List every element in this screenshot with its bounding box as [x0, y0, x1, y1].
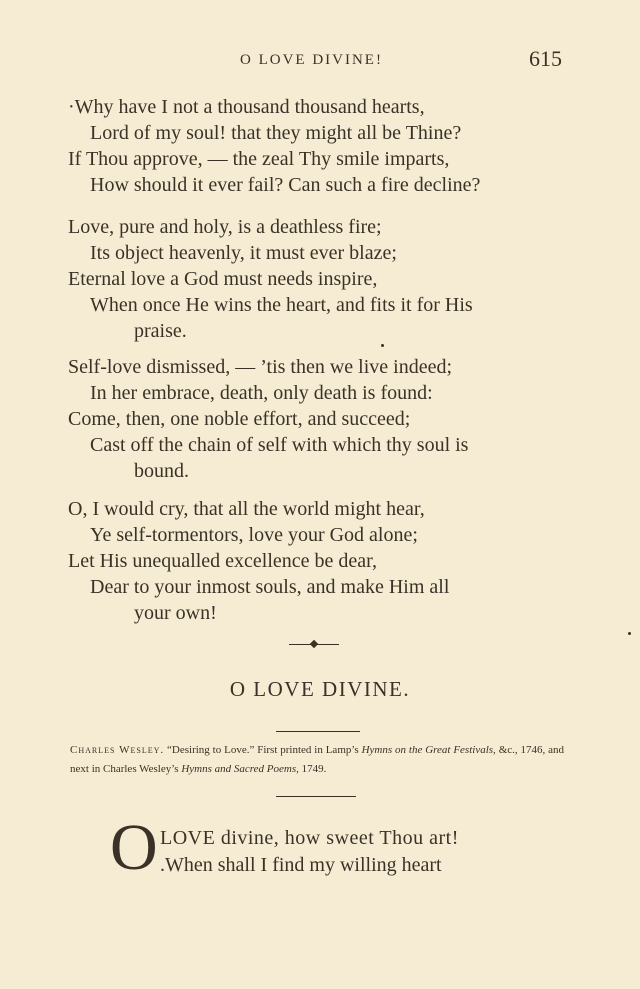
poem-line: Cast off the chain of self with which thy soul is	[90, 434, 469, 456]
attribution	[70, 741, 564, 779]
poem-line: Dear to your inmost souls, and make Him all	[90, 576, 450, 598]
page-number: 615	[529, 46, 562, 71]
poem-line: O, I would cry, that all the world might hear,	[68, 498, 425, 520]
attribution-work: Hymns on the Great Festivals,	[361, 744, 496, 756]
poem-line: bound.	[134, 460, 189, 482]
poem-line: Self-love dismissed, — ’tis then we live indeed;	[68, 356, 453, 378]
print-speck	[628, 632, 631, 635]
hymn-line: LOVE divine, how sweet Thou art!	[160, 827, 459, 849]
divider-rule	[276, 731, 360, 732]
poem-line: In her embrace, death, only death is found:	[90, 382, 433, 404]
poem-line: Come, then, one noble effort, and succeed;	[68, 408, 411, 430]
poem	[68, 94, 568, 642]
poem-line: Let His unequalled excellence be dear,	[68, 550, 378, 572]
print-speck	[381, 344, 384, 347]
attribution-text: &c., 1746, and next in Charles Wesley’s	[70, 744, 565, 775]
poem-line: Eternal love a God must needs inspire,	[68, 268, 378, 290]
stanza-2	[68, 214, 568, 344]
stanza-1	[68, 94, 568, 198]
poem-line: Its object heavenly, it must ever blaze;	[90, 242, 397, 264]
stanza-3	[68, 354, 568, 484]
attribution-text: “Desiring to Love.” First printed in Lamp’s	[167, 744, 359, 756]
attribution-author: Charles Wesley.	[70, 744, 165, 756]
poem-line: Love, pure and holy, is a deathless fire;	[68, 216, 382, 238]
poem-line: your own!	[134, 602, 217, 624]
running-title: O LOVE DIVINE!	[240, 52, 383, 68]
poem-line: When once He wins the heart, and fits it for His	[90, 294, 473, 316]
hymn-line: .When shall I find my willing heart	[160, 854, 442, 876]
section-ornament	[289, 636, 339, 652]
attribution-text: 1749.	[301, 763, 327, 775]
drop-cap: O	[110, 811, 158, 884]
poem-line: praise.	[134, 320, 187, 342]
poem-line: Lord of my soul! that they might all be Thine?	[90, 122, 462, 144]
poem-line: How should it ever fail? Can such a fire decline?	[90, 174, 481, 196]
ornament-rule	[289, 644, 311, 645]
poem-line: ·Why have I not a thousand thousand hearts,	[68, 96, 425, 118]
ornament-rule	[317, 644, 339, 645]
stanza-4	[68, 496, 568, 626]
attribution-work: Hymns and Sacred Poems,	[181, 763, 299, 775]
hymn-title: O LOVE DIVINE.	[229, 677, 411, 701]
poem-line: If Thou approve, — the zeal Thy smile imparts,	[68, 148, 450, 170]
hymn-opening	[160, 825, 459, 879]
running-head	[0, 46, 640, 72]
poem-line: Ye self-tormentors, love your God alone;	[90, 524, 418, 546]
divider-rule	[276, 796, 356, 797]
